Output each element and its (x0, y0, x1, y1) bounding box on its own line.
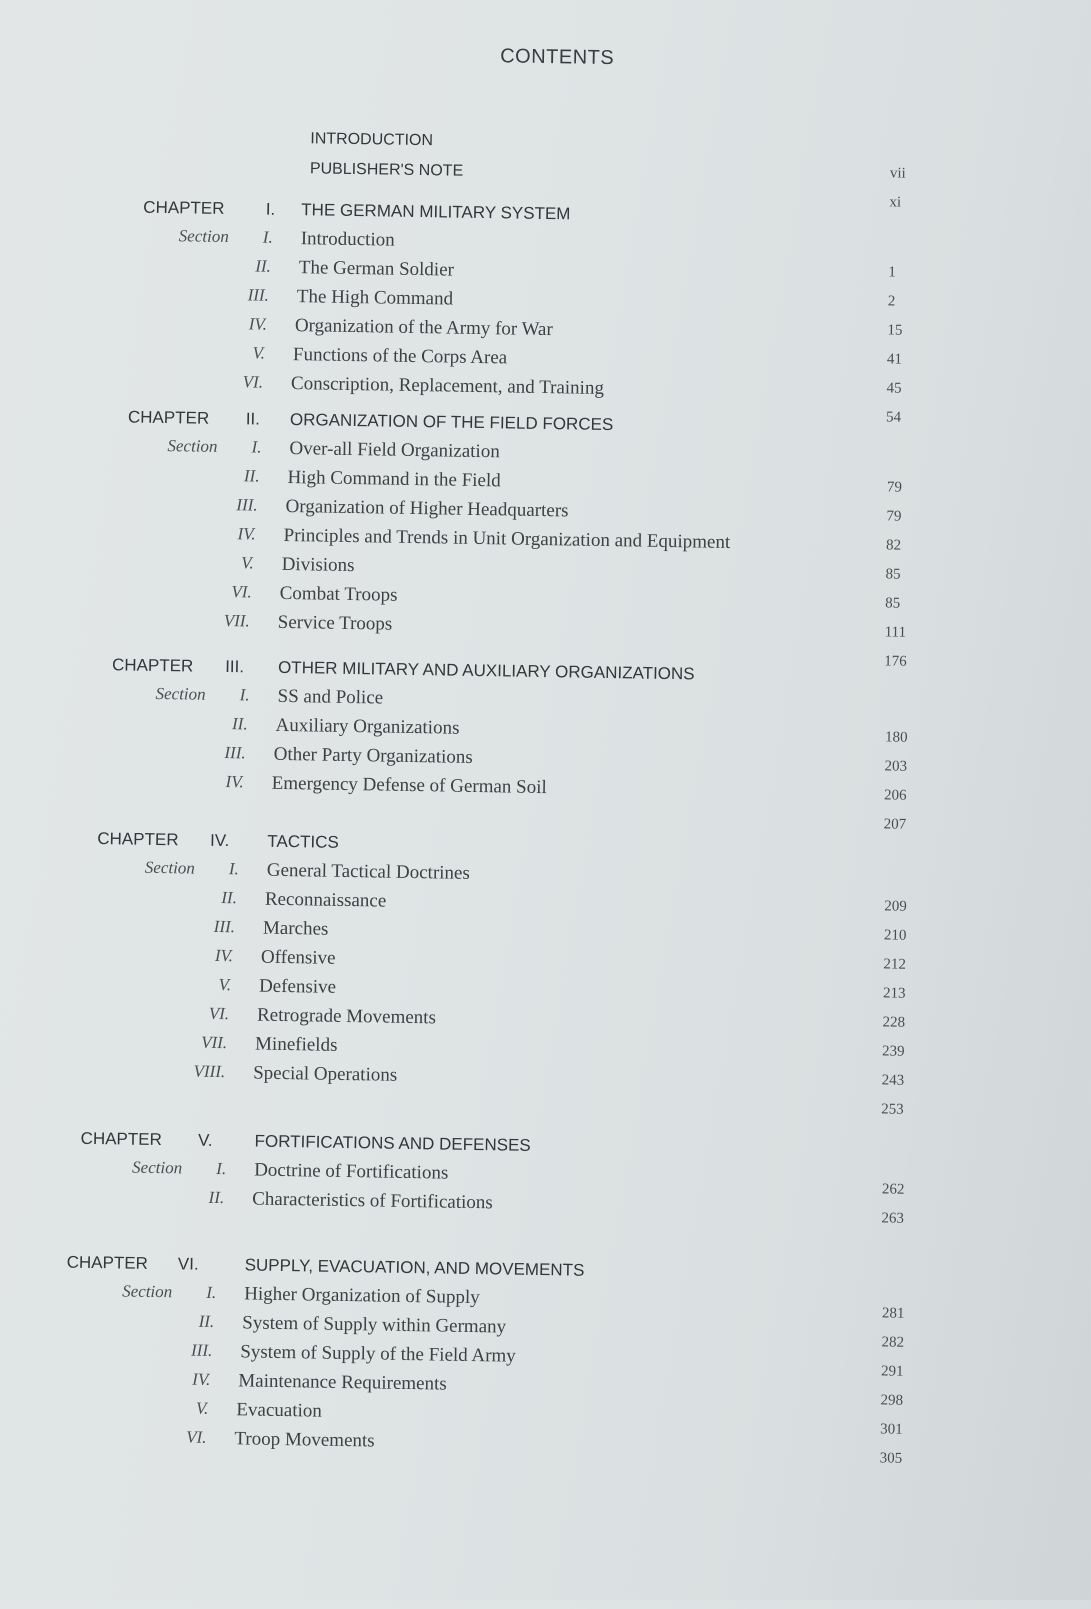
section-title: Introduction (300, 228, 395, 251)
chapter-block (3, 406, 1007, 653)
chapter-number: III. (225, 657, 245, 677)
page-number: 239 (881, 1043, 905, 1060)
page-number: 291 (880, 1363, 904, 1380)
section-title: High Command in the Field (287, 466, 501, 492)
section-title: Functions of the Corps Area (292, 344, 508, 369)
page-number: 281 (881, 1305, 905, 1322)
front-matter-publishers-note: PUBLISHER'S NOTE (309, 160, 464, 180)
page-number: 41 (886, 351, 903, 368)
section-title: Troop Movements (234, 1428, 375, 1452)
section-number: VII. (201, 1032, 228, 1053)
page-number: 180 (884, 729, 908, 746)
section-title: Minefields (254, 1033, 338, 1056)
page-number: 212 (883, 956, 907, 973)
section-title: Retrograde Movements (256, 1004, 437, 1029)
chapter-label: CHAPTER (97, 829, 179, 850)
page-number: 209 (884, 898, 907, 915)
section-title: Principles and Trends in Unit Organization and Equipment (283, 524, 731, 553)
section-title: Over-all Field Organization (289, 438, 500, 463)
section-title: Doctrine of Fortifications (253, 1159, 449, 1184)
section-title: Defensive (258, 975, 337, 998)
page-number: 282 (881, 1334, 905, 1351)
section-title: Auxiliary Organizations (275, 714, 460, 739)
chapter-number: I. (265, 199, 276, 219)
section-number: V. (252, 343, 266, 363)
page-number: 305 (879, 1450, 903, 1467)
section-number: IV. (192, 1369, 211, 1389)
section-number: IV. (225, 772, 244, 792)
chapter-label: CHAPTER (111, 655, 194, 676)
section-number: I. (251, 437, 262, 457)
chapter-title: ORGANIZATION OF THE FIELD FORCES (289, 410, 614, 435)
section-number: I. (206, 1282, 217, 1302)
chapter-label: CHAPTER (127, 407, 210, 428)
section-number: III. (213, 916, 236, 937)
section-title: Higher Organization of Supply (244, 1283, 480, 1309)
section-title: The High Command (296, 286, 454, 310)
section-title: Characteristics of Fortifications (252, 1188, 493, 1214)
chapter-block (0, 1127, 995, 1229)
page-number: 45 (886, 380, 902, 397)
section-number: II. (255, 256, 272, 276)
section-number: VI. (231, 582, 252, 602)
chapter-number: V. (197, 1130, 213, 1150)
front-matter-introduction: INTRODUCTION (310, 130, 434, 150)
section-title: Combat Troops (279, 582, 398, 606)
section-title: Divisions (281, 553, 355, 577)
page-number: 15 (887, 322, 903, 339)
chapter-title: TACTICS (267, 831, 339, 852)
section-number: IV. (248, 314, 268, 334)
section-number: I. (228, 859, 240, 879)
chapter-title: OTHER MILITARY AND AUXILIARY ORGANIZATIONS (277, 657, 695, 684)
section-title: Reconnaissance (264, 888, 387, 912)
page-number: 213 (882, 985, 906, 1002)
chapter-number: IV. (209, 830, 230, 851)
page-number: 262 (881, 1181, 905, 1198)
page-number: 79 (886, 479, 903, 496)
section-title: Special Operations (253, 1062, 398, 1086)
chapter-label: CHAPTER (80, 1128, 163, 1150)
section-number: VIII. (193, 1061, 226, 1082)
page-number: xi (889, 194, 902, 211)
chapter-number: VI. (177, 1254, 199, 1274)
page-number: 203 (884, 758, 908, 775)
section-number: I. (216, 1158, 227, 1179)
section-number: IV. (214, 945, 234, 966)
section-number: III. (224, 743, 246, 763)
section-title: General Tactical Doctrines (266, 859, 471, 884)
page-number: 253 (881, 1101, 904, 1118)
page-number: 176 (884, 653, 907, 670)
section-title: Marches (262, 917, 329, 940)
section-title: System of Supply within Germany (242, 1312, 507, 1338)
section-number: VI. (186, 1427, 207, 1447)
section-title: Offensive (260, 946, 336, 969)
chapter-block (0, 1251, 993, 1469)
chapter-block (0, 828, 999, 1104)
section-label: Section (131, 1157, 183, 1178)
page-number: 243 (881, 1072, 905, 1089)
chapter-label: CHAPTER (66, 1252, 149, 1273)
section-number: II. (243, 466, 260, 486)
page-number: 228 (882, 1014, 906, 1031)
page-number: 207 (883, 816, 907, 833)
section-title: Service Troops (277, 611, 393, 635)
section-label: Section (178, 226, 229, 247)
page-number: vii (889, 165, 906, 182)
chapter-title: FORTIFICATIONS AND DEFENSES (254, 1131, 531, 1155)
page-number: 111 (884, 624, 907, 641)
section-number: VII. (223, 611, 250, 631)
page-number: 2 (887, 293, 896, 310)
section-number: III. (236, 495, 258, 515)
section-title: Other Party Organizations (273, 743, 473, 768)
section-title: Organization of Higher Headquarters (285, 495, 569, 522)
section-label: Section (122, 1281, 173, 1302)
section-number: V. (218, 974, 232, 995)
section-title: Organization of the Army for War (294, 315, 553, 341)
section-title: The German Soldier (298, 257, 455, 281)
chapter-block (6, 196, 1009, 414)
section-title: Emergency Defense of German Soil (271, 772, 547, 799)
chapter-label: CHAPTER (143, 197, 225, 218)
chapter-title: THE GERMAN MILITARY SYSTEM (301, 200, 571, 224)
section-title: Maintenance Requirements (238, 1370, 447, 1395)
chapter-title: SUPPLY, EVACUATION, AND MOVEMENTS (244, 1255, 585, 1280)
section-title: Evacuation (236, 1399, 323, 1422)
section-number: IV. (237, 524, 256, 544)
section-number: III. (247, 285, 270, 305)
page-number: 85 (885, 566, 901, 583)
section-number: V. (195, 1398, 209, 1418)
section-number: V. (241, 553, 254, 573)
section-number: II. (198, 1311, 215, 1331)
section-label: Section (167, 436, 218, 456)
page-number: 263 (881, 1210, 905, 1227)
page-number: 79 (886, 508, 902, 525)
section-title: Conscription, Replacement, and Training (290, 373, 605, 399)
page-number: 85 (885, 595, 901, 612)
section-number: II. (231, 714, 248, 734)
chapter-number: II. (245, 409, 261, 429)
page-number: 54 (885, 409, 902, 426)
page-number: 298 (880, 1392, 904, 1409)
page-number: 210 (883, 927, 907, 944)
section-number: II. (221, 888, 238, 908)
page-number: 82 (885, 537, 902, 554)
section-number: I. (239, 685, 250, 705)
page-number: 1 (888, 264, 896, 281)
section-number: I. (262, 227, 273, 247)
page-number: 301 (880, 1421, 903, 1438)
section-number: VI. (242, 372, 264, 392)
page-title: CONTENTS (500, 45, 615, 70)
section-number: II. (208, 1187, 225, 1208)
section-number: III. (190, 1340, 213, 1360)
page-number: 206 (883, 787, 907, 804)
section-label: Section (144, 857, 196, 878)
section-title: System of Supply of the Field Army (240, 1341, 516, 1367)
section-label: Section (155, 683, 206, 704)
section-title: SS and Police (277, 685, 384, 709)
section-number: VI. (208, 1003, 230, 1024)
chapter-block (0, 654, 1002, 814)
